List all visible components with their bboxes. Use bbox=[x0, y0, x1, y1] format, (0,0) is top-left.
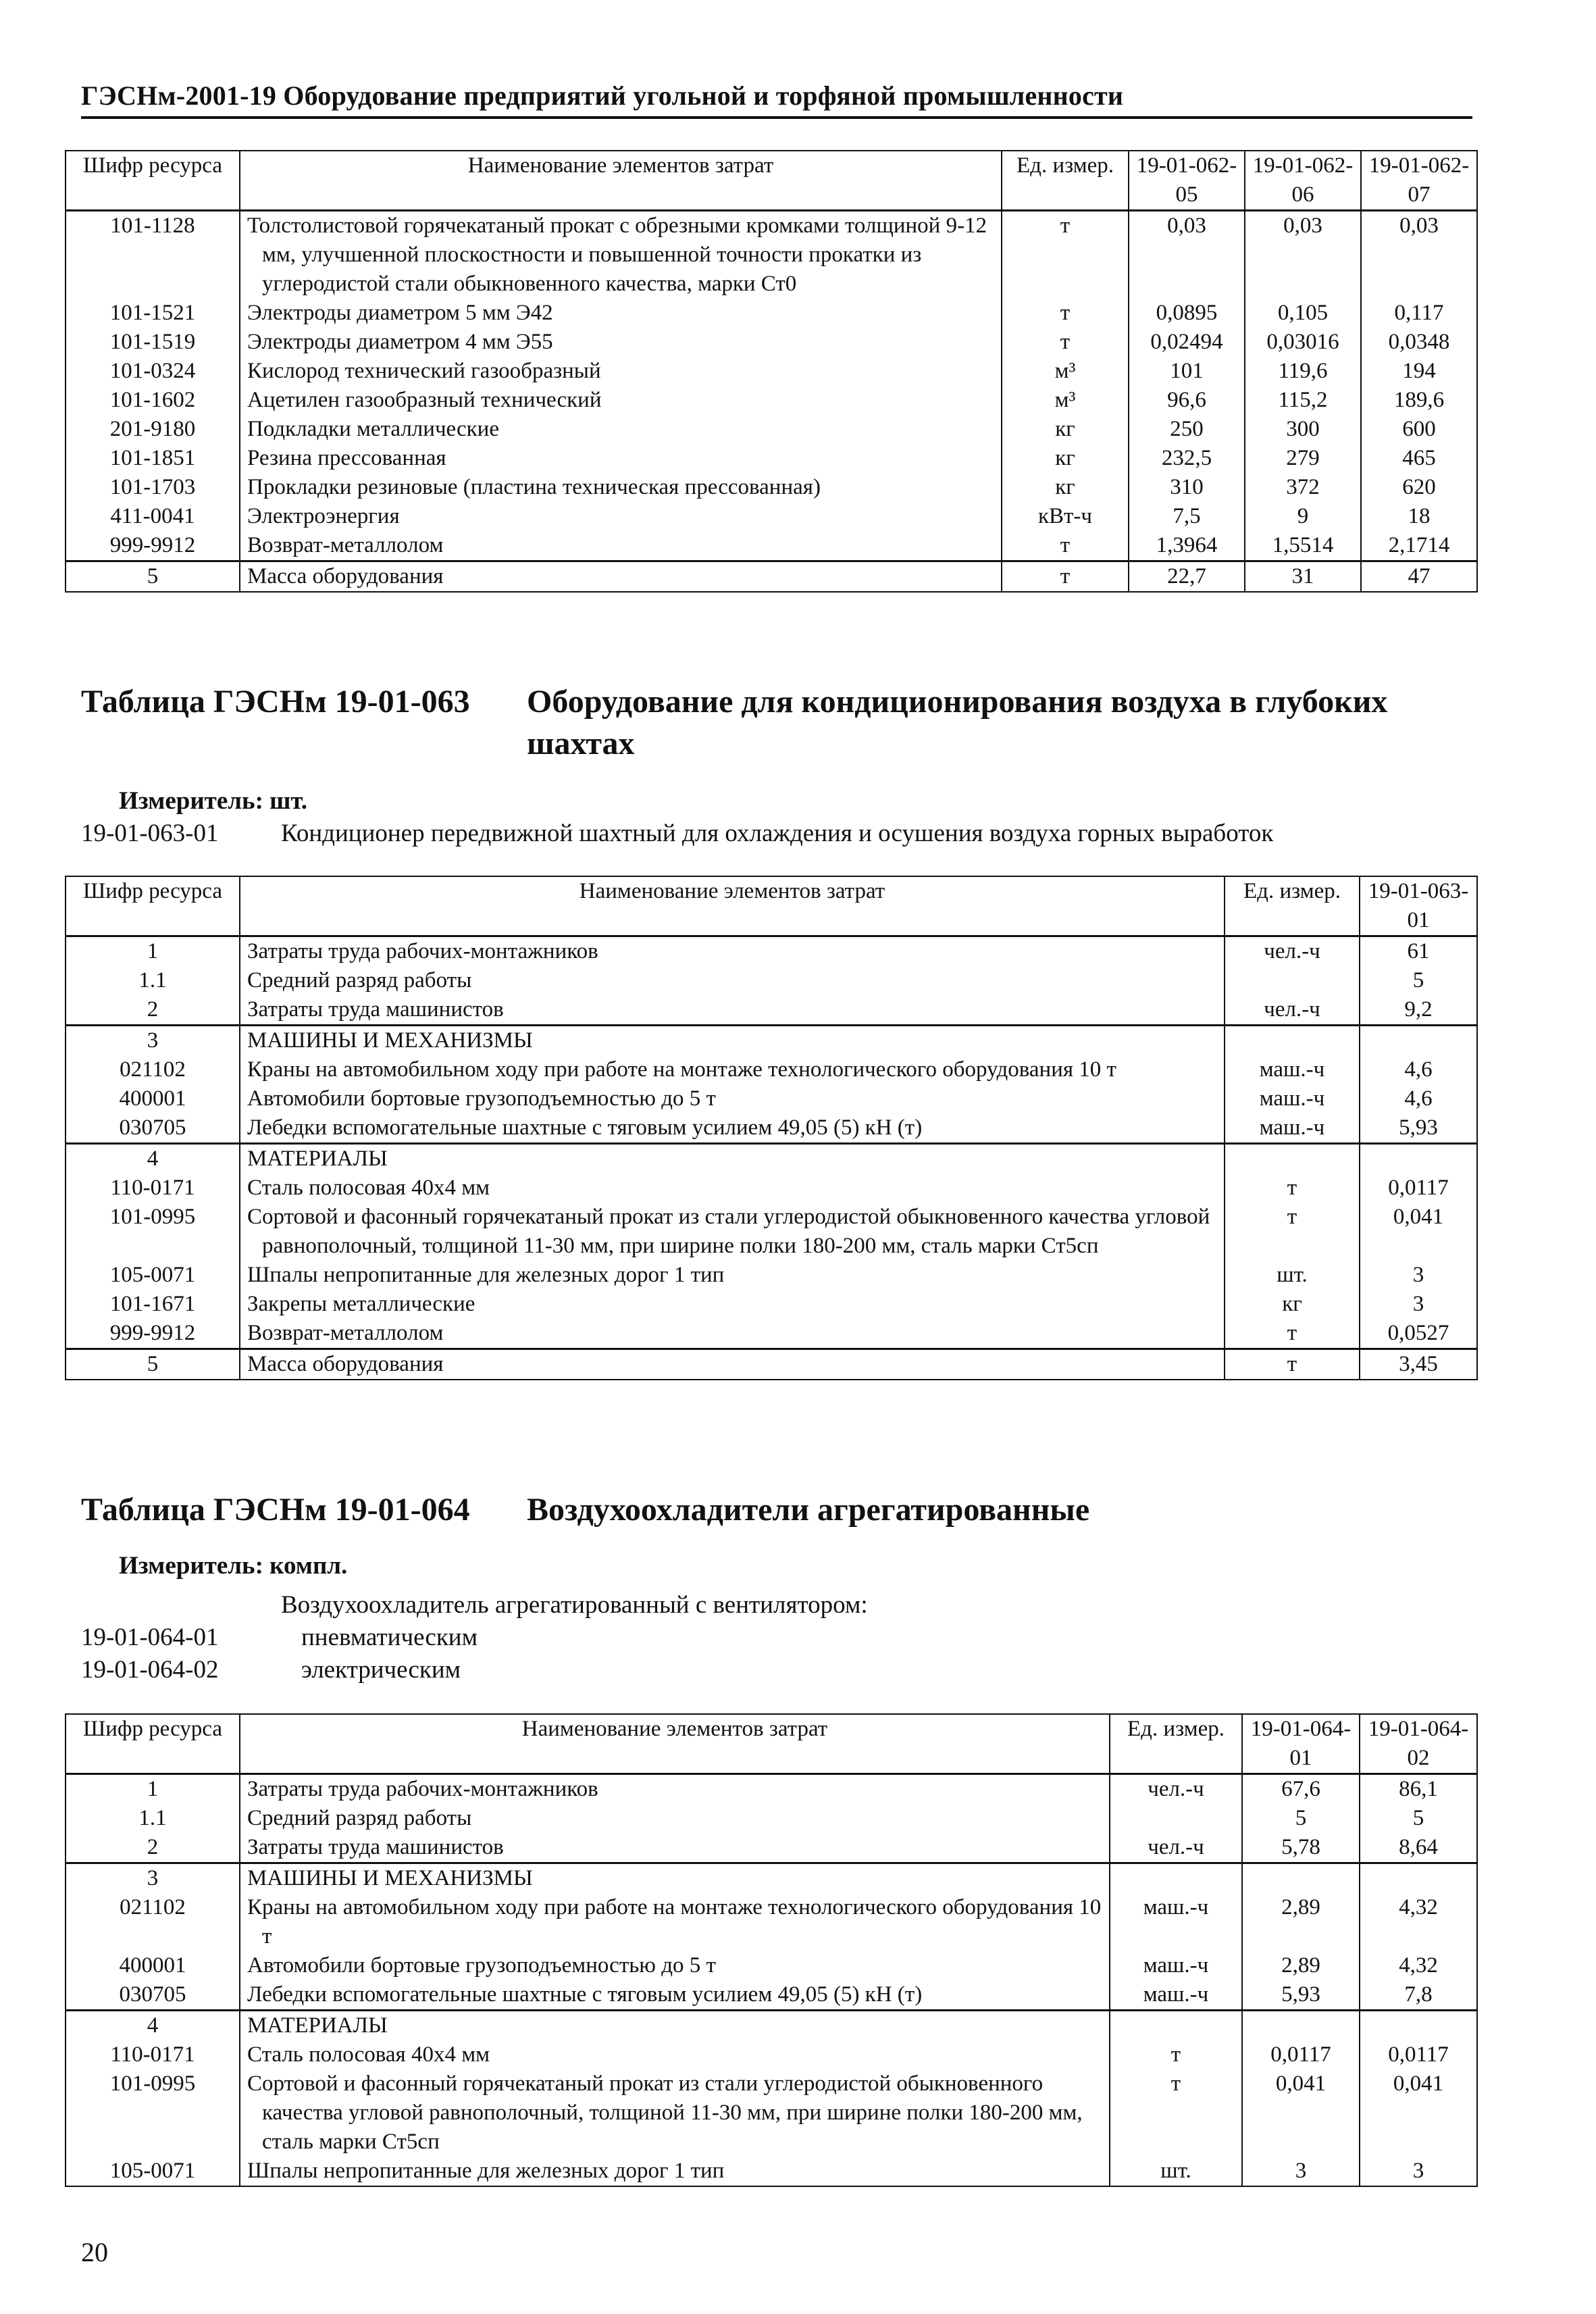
table-row bbox=[66, 936, 1477, 967]
resource-code: 105-0071 bbox=[66, 2157, 240, 2186]
resource-unit: маш.-ч bbox=[1225, 1055, 1360, 1084]
resource-value: 0,03 bbox=[1245, 211, 1361, 299]
table-title-063 bbox=[81, 681, 1472, 769]
resource-unit: т bbox=[1225, 1319, 1360, 1349]
resource-value: 1,5514 bbox=[1245, 531, 1361, 561]
resource-value: 0,041 bbox=[1360, 2069, 1477, 2157]
resource-code: 021102 bbox=[66, 1055, 240, 1084]
table-row bbox=[66, 966, 1477, 995]
resource-value: 0,0117 bbox=[1360, 1174, 1477, 1203]
resource-code: 021102 bbox=[66, 1893, 240, 1951]
resource-name: Кислород технический газообразный bbox=[240, 357, 1002, 386]
table-header-row bbox=[66, 151, 1477, 211]
resource-value: 5 bbox=[1242, 1804, 1360, 1833]
resource-code: 2 bbox=[66, 995, 240, 1026]
resource-name: Краны на автомобильном ходу при работе на монтаже технологического оборудования 10 т bbox=[240, 1055, 1225, 1084]
resource-value: 2,89 bbox=[1242, 1951, 1360, 1980]
resource-code: 4 bbox=[66, 1144, 240, 1174]
resource-value: 1,3964 bbox=[1129, 531, 1245, 561]
resource-value: 0,03 bbox=[1129, 211, 1245, 299]
resource-code: 101-1521 bbox=[66, 299, 240, 328]
table-number: Таблица ГЭСНм 19-01-064 bbox=[81, 1492, 470, 1528]
table-row bbox=[66, 386, 1477, 415]
resource-value: 372 bbox=[1245, 473, 1361, 502]
resource-value: 5,93 bbox=[1360, 1113, 1477, 1144]
variant-code: 19-01-064-01 bbox=[81, 1624, 219, 1651]
resource-value: 0,03 bbox=[1361, 211, 1477, 299]
resource-unit: маш.-ч bbox=[1225, 1113, 1360, 1144]
resource-unit: т bbox=[1225, 1349, 1360, 1380]
resource-unit: т bbox=[1002, 328, 1129, 357]
resource-value: 0,0527 bbox=[1360, 1319, 1477, 1349]
resource-value: 8,64 bbox=[1360, 1833, 1477, 1863]
resource-code: 5 bbox=[66, 561, 240, 593]
resource-name: Шпалы непропитанные для железных дорог 1 тип bbox=[240, 1261, 1225, 1290]
resource-unit: шт. bbox=[1225, 1261, 1360, 1290]
resource-value: 194 bbox=[1361, 357, 1477, 386]
resource-name: Прокладки резиновые (пластина техническая прессованная) bbox=[240, 473, 1002, 502]
resource-unit bbox=[1110, 2011, 1242, 2041]
resource-name: Сортовой и фасонный горячекатаный прокат из стали углеродистой обыкновенного качества угловой равнополочный, толщиной 11-30 мм, при ширине полки 180-200 мм, сталь марки Ст5сп bbox=[240, 1203, 1225, 1261]
resource-unit: чел.-ч bbox=[1110, 1833, 1242, 1863]
table-row bbox=[66, 531, 1477, 561]
header-code: Шифр ресурса bbox=[66, 151, 240, 211]
resource-code: 101-1128 bbox=[66, 211, 240, 299]
resource-name: Автомобили бортовые грузоподъемностью до 5 т bbox=[240, 1084, 1225, 1113]
resource-unit: кВт-ч bbox=[1002, 502, 1129, 531]
resource-name: Масса оборудования bbox=[240, 1349, 1225, 1380]
resource-value: 0,105 bbox=[1245, 299, 1361, 328]
resource-code: 101-1602 bbox=[66, 386, 240, 415]
resource-name: Толстолистовой горячекатаный прокат с обрезными кромками толщиной 9-12 мм, улучшенной плоскостности и повышенной точности прокатки из углеродистой стали обыкновенного качества, марки Ст0 bbox=[240, 211, 1002, 299]
resource-unit: чел.-ч bbox=[1225, 995, 1360, 1026]
resource-value: 620 bbox=[1361, 473, 1477, 502]
resource-table-062 bbox=[65, 150, 1478, 593]
resource-name: Лебедки вспомогательные шахтные с тяговым усилием 49,05 (5) кН (т) bbox=[240, 1980, 1110, 2011]
resource-code: 4 bbox=[66, 2011, 240, 2041]
resource-unit: чел.-ч bbox=[1110, 1774, 1242, 1805]
resource-name: Затраты труда машинистов bbox=[240, 1833, 1110, 1863]
table-row bbox=[66, 1026, 1477, 1056]
resource-code: 999-9912 bbox=[66, 531, 240, 561]
table-caption: Воздухоохладители агрегатированные bbox=[527, 1492, 1090, 1528]
resource-table-063 bbox=[65, 876, 1478, 1380]
resource-name: Автомобили бортовые грузоподъемностью до 5 т bbox=[240, 1951, 1110, 1980]
resource-unit: т bbox=[1002, 211, 1129, 299]
table-row bbox=[66, 357, 1477, 386]
resource-code: 105-0071 bbox=[66, 1261, 240, 1290]
variant-063-01 bbox=[81, 819, 1472, 853]
resource-code: 101-0324 bbox=[66, 357, 240, 386]
resource-value: 4,32 bbox=[1360, 1893, 1477, 1951]
resource-value: 0,117 bbox=[1361, 299, 1477, 328]
resource-value: 31 bbox=[1245, 561, 1361, 593]
variant-name: Кондиционер передвижной шахтный для охлаждения и осушения воздуха горных выработок bbox=[281, 820, 1274, 847]
resource-code: 101-1703 bbox=[66, 473, 240, 502]
resource-value: 0,03016 bbox=[1245, 328, 1361, 357]
table-row bbox=[66, 328, 1477, 357]
header-name: Наименование элементов затрат bbox=[240, 151, 1002, 211]
resource-value: 119,6 bbox=[1245, 357, 1361, 386]
resource-value: 5,78 bbox=[1242, 1833, 1360, 1863]
resource-value: 7,8 bbox=[1360, 1980, 1477, 2011]
resource-value: 22,7 bbox=[1129, 561, 1245, 593]
resource-value: 3 bbox=[1242, 2157, 1360, 2186]
resource-unit bbox=[1225, 1144, 1360, 1174]
table-row bbox=[66, 1144, 1477, 1174]
table-title-064 bbox=[81, 1489, 1472, 1534]
resource-value: 600 bbox=[1361, 415, 1477, 444]
header-col: 19-01-064-01 bbox=[1242, 1714, 1360, 1774]
table-row bbox=[66, 2069, 1477, 2157]
resource-value: 4,6 bbox=[1360, 1055, 1477, 1084]
resource-code: 101-1671 bbox=[66, 1290, 240, 1319]
resource-value: 5 bbox=[1360, 1804, 1477, 1833]
resource-unit: м³ bbox=[1002, 357, 1129, 386]
resource-code: 110-0171 bbox=[66, 2040, 240, 2069]
resource-unit: шт. bbox=[1110, 2157, 1242, 2186]
resource-value: 465 bbox=[1361, 444, 1477, 473]
resource-value: 2,1714 bbox=[1361, 531, 1477, 561]
table-row bbox=[66, 1055, 1477, 1084]
resource-code: 101-0995 bbox=[66, 2069, 240, 2157]
table-row bbox=[66, 473, 1477, 502]
resource-value: 189,6 bbox=[1361, 386, 1477, 415]
resource-value: 96,6 bbox=[1129, 386, 1245, 415]
resource-unit: кг bbox=[1002, 473, 1129, 502]
variant-064-02 bbox=[81, 1655, 1472, 1689]
table-row bbox=[66, 211, 1477, 299]
resource-unit: т bbox=[1002, 561, 1129, 593]
table-row bbox=[66, 1804, 1477, 1833]
resource-unit: м³ bbox=[1002, 386, 1129, 415]
resource-value bbox=[1242, 2011, 1360, 2041]
resource-name: Резина прессованная bbox=[240, 444, 1002, 473]
resource-value: 86,1 bbox=[1360, 1774, 1477, 1805]
table-number: Таблица ГЭСНм 19-01-063 bbox=[81, 684, 470, 720]
header-col: 19-01-062-05 bbox=[1129, 151, 1245, 211]
table-row bbox=[66, 995, 1477, 1026]
table-row bbox=[66, 1319, 1477, 1349]
resource-unit: т bbox=[1225, 1203, 1360, 1261]
resource-value: 0,0895 bbox=[1129, 299, 1245, 328]
resource-name: Лебедки вспомогательные шахтные с тяговым усилием 49,05 (5) кН (т) bbox=[240, 1113, 1225, 1144]
table-row bbox=[66, 1290, 1477, 1319]
variant-064-01 bbox=[81, 1623, 1472, 1657]
resource-code: 1 bbox=[66, 936, 240, 967]
resource-value: 0,041 bbox=[1242, 2069, 1360, 2157]
resource-code: 3 bbox=[66, 1026, 240, 1056]
resource-unit: чел.-ч bbox=[1225, 936, 1360, 967]
resource-unit: маш.-ч bbox=[1110, 1951, 1242, 1980]
header-unit: Ед. измер. bbox=[1110, 1714, 1242, 1774]
resource-code: 999-9912 bbox=[66, 1319, 240, 1349]
table-row bbox=[66, 1774, 1477, 1805]
resource-name: Ацетилен газообразный технический bbox=[240, 386, 1002, 415]
resource-code: 101-0995 bbox=[66, 1203, 240, 1261]
resource-value: 101 bbox=[1129, 357, 1245, 386]
table-row bbox=[66, 1833, 1477, 1863]
resource-code: 110-0171 bbox=[66, 1174, 240, 1203]
resource-code: 400001 bbox=[66, 1951, 240, 1980]
table-row bbox=[66, 1980, 1477, 2011]
resource-name: Шпалы непропитанные для железных дорог 1 тип bbox=[240, 2157, 1110, 2186]
resource-value: 3 bbox=[1360, 1290, 1477, 1319]
header-code: Шифр ресурса bbox=[66, 1714, 240, 1774]
resource-name: Сталь полосовая 40х4 мм bbox=[240, 1174, 1225, 1203]
resource-value: 0,02494 bbox=[1129, 328, 1245, 357]
table-row bbox=[66, 2157, 1477, 2186]
resource-unit bbox=[1225, 966, 1360, 995]
header-col: 19-01-062-06 bbox=[1245, 151, 1361, 211]
variant-group-title: Воздухоохладитель агрегатированный с вентилятором: bbox=[281, 1591, 868, 1619]
table-row bbox=[66, 1349, 1477, 1380]
resource-value bbox=[1360, 1863, 1477, 1894]
table-row bbox=[66, 1084, 1477, 1113]
resource-name: Электроды диаметром 4 мм Э55 bbox=[240, 328, 1002, 357]
resource-value bbox=[1242, 1863, 1360, 1894]
resource-value bbox=[1360, 1144, 1477, 1174]
resource-name: Возврат-металлолом bbox=[240, 1319, 1225, 1349]
resource-value bbox=[1360, 1026, 1477, 1056]
header-name: Наименование элементов затрат bbox=[240, 876, 1225, 936]
resource-unit bbox=[1110, 1804, 1242, 1833]
section-heading: МАТЕРИАЛЫ bbox=[240, 2011, 1110, 2041]
header-unit: Ед. измер. bbox=[1002, 151, 1129, 211]
measure-unit-063: Измеритель: шт. bbox=[119, 787, 308, 815]
resource-name: Средний разряд работы bbox=[240, 1804, 1110, 1833]
resource-value: 5,93 bbox=[1242, 1980, 1360, 2011]
resource-unit bbox=[1110, 1863, 1242, 1894]
table-row bbox=[66, 1863, 1477, 1894]
resource-unit: маш.-ч bbox=[1225, 1084, 1360, 1113]
table-row bbox=[66, 1174, 1477, 1203]
resource-code: 101-1519 bbox=[66, 328, 240, 357]
resource-name: Затраты труда машинистов bbox=[240, 995, 1225, 1026]
resource-value: 3 bbox=[1360, 1261, 1477, 1290]
table-header-row bbox=[66, 876, 1477, 936]
running-header: ГЭСНм-2001-19 Оборудование предприятий угольной и торфяной промышленности bbox=[81, 80, 1124, 111]
resource-unit: т bbox=[1002, 531, 1129, 561]
table-row bbox=[66, 1951, 1477, 1980]
resource-code: 5 bbox=[66, 1349, 240, 1380]
resource-name: Возврат-металлолом bbox=[240, 531, 1002, 561]
resource-code: 1.1 bbox=[66, 1804, 240, 1833]
resource-unit: т bbox=[1110, 2040, 1242, 2069]
resource-value: 2,89 bbox=[1242, 1893, 1360, 1951]
table-row bbox=[66, 1203, 1477, 1261]
table-row bbox=[66, 561, 1477, 593]
resource-code: 400001 bbox=[66, 1084, 240, 1113]
resource-value: 5 bbox=[1360, 966, 1477, 995]
variant-code: 19-01-064-02 bbox=[81, 1656, 219, 1684]
variant-code: 19-01-063-01 bbox=[81, 820, 219, 847]
resource-unit: маш.-ч bbox=[1110, 1980, 1242, 2011]
resource-unit: кг bbox=[1002, 415, 1129, 444]
table-row bbox=[66, 299, 1477, 328]
resource-value: 9 bbox=[1245, 502, 1361, 531]
resource-code: 201-9180 bbox=[66, 415, 240, 444]
resource-unit: кг bbox=[1002, 444, 1129, 473]
resource-unit: т bbox=[1110, 2069, 1242, 2157]
resource-name: Сталь полосовая 40х4 мм bbox=[240, 2040, 1110, 2069]
resource-unit: маш.-ч bbox=[1110, 1893, 1242, 1951]
resource-code: 030705 bbox=[66, 1113, 240, 1144]
header-col: 19-01-063-01 bbox=[1360, 876, 1477, 936]
resource-unit: т bbox=[1225, 1174, 1360, 1203]
resource-value: 3,45 bbox=[1360, 1349, 1477, 1380]
resource-name: Электроды диаметром 5 мм Э42 bbox=[240, 299, 1002, 328]
resource-code: 1 bbox=[66, 1774, 240, 1805]
resource-name: Средний разряд работы bbox=[240, 966, 1225, 995]
resource-unit bbox=[1225, 1026, 1360, 1056]
section-heading: МАТЕРИАЛЫ bbox=[240, 1144, 1225, 1174]
resource-name: Затраты труда рабочих-монтажников bbox=[240, 1774, 1110, 1805]
resource-code: 1.1 bbox=[66, 966, 240, 995]
resource-code: 101-1851 bbox=[66, 444, 240, 473]
header-name: Наименование элементов затрат bbox=[240, 1714, 1110, 1774]
resource-code: 030705 bbox=[66, 1980, 240, 2011]
table-row bbox=[66, 2040, 1477, 2069]
resource-value: 4,32 bbox=[1360, 1951, 1477, 1980]
variant-name: пневматическим bbox=[301, 1624, 478, 1651]
resource-name: Затраты труда рабочих-монтажников bbox=[240, 936, 1225, 967]
section-heading: МАШИНЫ И МЕХАНИЗМЫ bbox=[240, 1026, 1225, 1056]
page-number: 20 bbox=[81, 2237, 108, 2267]
header-code: Шифр ресурса bbox=[66, 876, 240, 936]
resource-value: 18 bbox=[1361, 502, 1477, 531]
resource-value: 250 bbox=[1129, 415, 1245, 444]
section-heading: МАШИНЫ И МЕХАНИЗМЫ bbox=[240, 1863, 1110, 1894]
resource-value: 3 bbox=[1360, 2157, 1477, 2186]
resource-value: 279 bbox=[1245, 444, 1361, 473]
resource-name: Закрепы металлические bbox=[240, 1290, 1225, 1319]
table-row bbox=[66, 415, 1477, 444]
measure-unit-064: Измеритель: компл. bbox=[119, 1552, 348, 1580]
table-row bbox=[66, 1261, 1477, 1290]
resource-code: 3 bbox=[66, 1863, 240, 1894]
header-col: 19-01-062-07 bbox=[1361, 151, 1477, 211]
resource-value: 4,6 bbox=[1360, 1084, 1477, 1113]
resource-value: 310 bbox=[1129, 473, 1245, 502]
table-row bbox=[66, 502, 1477, 531]
table-row bbox=[66, 444, 1477, 473]
table-row bbox=[66, 1893, 1477, 1951]
table-row bbox=[66, 1113, 1477, 1144]
resource-value: 232,5 bbox=[1129, 444, 1245, 473]
resource-unit: т bbox=[1002, 299, 1129, 328]
resource-value: 61 bbox=[1360, 936, 1477, 967]
table-header-row bbox=[66, 1714, 1477, 1774]
resource-value: 0,0348 bbox=[1361, 328, 1477, 357]
resource-value: 0,041 bbox=[1360, 1203, 1477, 1261]
resource-name: Электроэнергия bbox=[240, 502, 1002, 531]
resource-value: 9,2 bbox=[1360, 995, 1477, 1026]
header-col: 19-01-064-02 bbox=[1360, 1714, 1477, 1774]
resource-unit: кг bbox=[1225, 1290, 1360, 1319]
resource-code: 411-0041 bbox=[66, 502, 240, 531]
table-caption: Оборудование для кондиционирования воздуха в глубоких шахтах bbox=[527, 684, 1388, 761]
resource-table-064 bbox=[65, 1713, 1478, 2187]
resource-value: 47 bbox=[1361, 561, 1477, 593]
variant-name: электрическим bbox=[301, 1656, 461, 1684]
resource-value: 115,2 bbox=[1245, 386, 1361, 415]
resource-name: Краны на автомобильном ходу при работе на монтаже технологического оборудования 10 т bbox=[240, 1893, 1110, 1951]
header-unit: Ед. измер. bbox=[1225, 876, 1360, 936]
resource-value: 0,0117 bbox=[1360, 2040, 1477, 2069]
resource-name: Сортовой и фасонный горячекатаный прокат из стали углеродистой обыкновенного качества угловой равнополочный, толщиной 11-30 мм, при ширине полки 180-200 мм, сталь марки Ст5сп bbox=[240, 2069, 1110, 2157]
resource-value: 0,0117 bbox=[1242, 2040, 1360, 2069]
header-rule bbox=[81, 116, 1472, 119]
table-row bbox=[66, 2011, 1477, 2041]
resource-value: 300 bbox=[1245, 415, 1361, 444]
resource-code: 2 bbox=[66, 1833, 240, 1863]
resource-value: 67,6 bbox=[1242, 1774, 1360, 1805]
resource-name: Масса оборудования bbox=[240, 561, 1002, 593]
resource-value: 7,5 bbox=[1129, 502, 1245, 531]
resource-value bbox=[1360, 2011, 1477, 2041]
resource-name: Подкладки металлические bbox=[240, 415, 1002, 444]
